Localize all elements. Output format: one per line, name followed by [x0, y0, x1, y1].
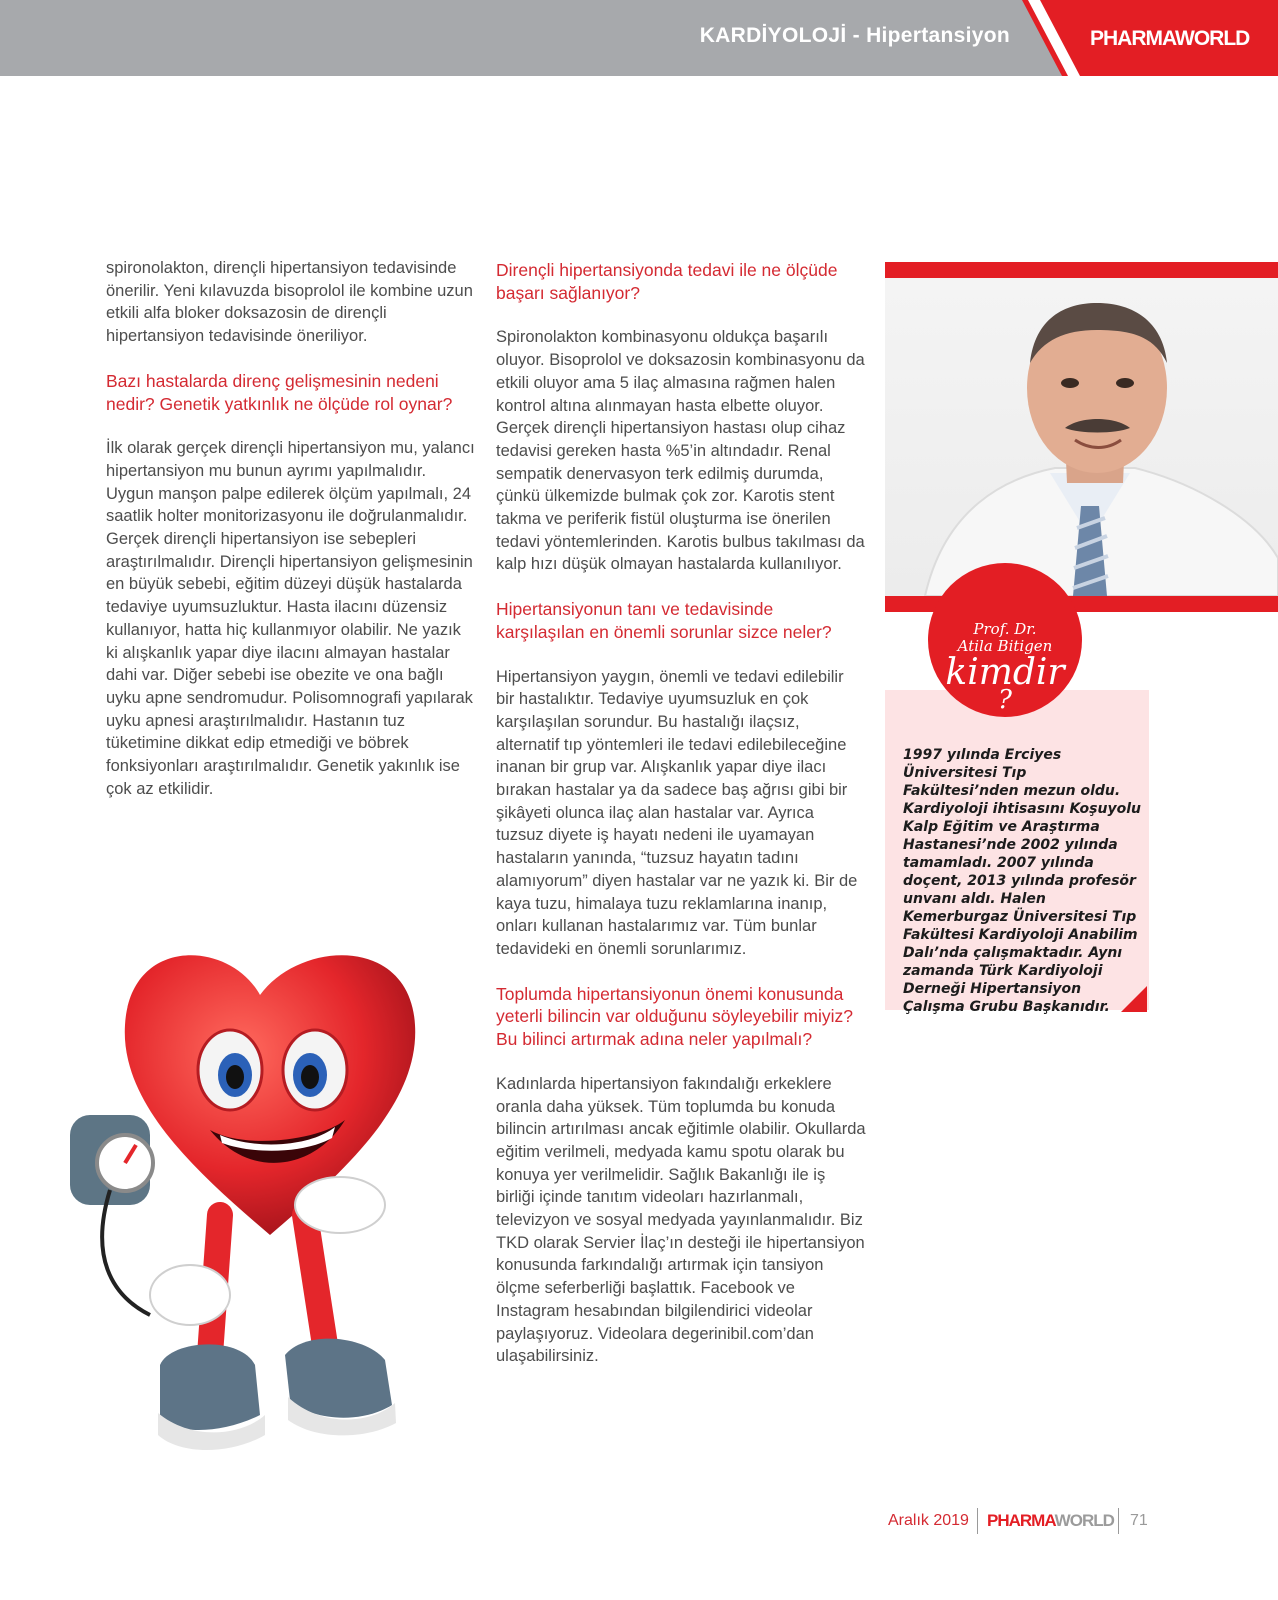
footer-divider: [977, 1508, 978, 1534]
issue-date: Aralık 2019: [888, 1512, 969, 1529]
header-logo-main: PHARMA: [1090, 27, 1176, 50]
kimdir-word: kimdir: [945, 652, 1065, 693]
footer-logo-main: PHARMA: [987, 1511, 1055, 1530]
left-column: [106, 257, 476, 822]
middle-column: [496, 259, 866, 1390]
question-heading: Dirençli hipertansiyonda tedavi ile ne ölçüde başarı sağlanıyor?: [496, 260, 838, 303]
heart-mascot-icon: [70, 935, 450, 1480]
doctor-title: Prof. Dr.: [973, 620, 1037, 638]
page-header: [0, 0, 1278, 76]
question-heading: Hipertansiyonun tanı ve tedavisinde karşılaşılan en önemli sorunlar sizce neler?: [496, 599, 832, 642]
doctor-name: Atila Bitigen: [957, 637, 1053, 655]
footer-logo: [987, 1511, 1114, 1531]
doctor-portrait: [885, 278, 1278, 596]
red-rule-top: [885, 262, 1278, 278]
bio-text: 1997 yılında Erciyes Üniversitesi Tıp Fakültesi’nden mezun oldu. Kardiyoloji ihtisasını Koşuyolu Kalp Eğitim ve Araştırma Hastanesi’nde 2002 yılında tamamladı. 2007 yılında doçent, 2013 yılında profesör unvanı aldı. Halen Kemerburgaz Üniversitesi Tıp Fakültesi Kardiyoloji Anabilim Dalı’nda çalışmaktadır. Aynı zamanda Türk Kardiyoloji Derneği Hipertansiyon Çalışma Grubu Başkanıdır.: [903, 747, 1141, 1015]
answer-paragraph: Hipertansiyon yaygın, önemli ve tedavi edilebilir bir hastalıktır. Tedaviye uyumsuzluk en çok karşılaşılan sorundur. Bu hastalığı ilaçsız, alternatif tıp yöntemleri ile tedavi edilebileceğine inanan bir grup var. Alışkanlık yapar diye ilacı bırakan hastalar ya da sadece baş ağrısı gibi bir şikâyeti olunca ilaç alan hastalar var. Ayrıca tuzsuz diyete iş hayatı nedeni ile uyamayan hastaların yanında, “tuzsuz hayatın tadını alamıyorum” diyen hastalar var ne yazık ki. Bir de kaya tuzu, himalaya tuzu reklamlarına inanıp, onları kullanan hastalarımız var. Tüm bunlar tedavideki en önemli sorunlarımız.: [496, 667, 858, 958]
page-number: 71: [1130, 1512, 1148, 1529]
page-footer: [880, 1508, 1180, 1538]
answer-paragraph: Spironolakton kombinasyonu oldukça başarılı oluyor. Bisoprolol ve doksazosin kombinasyonu da etkili oluyor ama 5 ilaç almasına rağmen halen kontrol altına alınmayan hasta elbette oluyor. Gerçek dirençli hipertansiyon hastası olup cihaz tedavisi gereken hasta %5’in altındadır. Renal sempatik denervasyon terk edilmiş durumda, çünkü ülkemizde bulmak çok zor. Karotis stent takma ve periferik fistül oluşturma ise önerilen tedavi yöntemlerinden. Karotis bulbus takılması da kalp hızı düşük olmayan hastalarda kullanılıyor.: [496, 328, 865, 574]
kimdir-question-mark: ?: [998, 685, 1012, 715]
kimdir-badge: [928, 605, 1082, 725]
doctor-portrait-illustration: [885, 278, 1278, 596]
question-heading: Toplumda hipertansiyonun önemi konusunda yeterli bilincin var olduğunu söyleyebilir miyiz? Bu bilinci artırmak adına neler yapılmalı?: [496, 983, 853, 1050]
answer-paragraph: İlk olarak gerçek dirençli hipertansiyon mu, yalancı hipertansiyon mu bunun ayrımı yapılmalıdır. Uygun manşon palpe edilerek ölçüm yapılmalı, 24 saatlik holter monitorizasyonu ile doğrulanmalıdır. Gerçek dirençli hipertansiyon ise sebepleri araştırılmalıdır. Dirençli hipertansiyon gelişmesinin en büyük sebebi, eğitim düzeyi düşük hastalarda tedaviye uyumsuzluktur. Hasta ilacını düzensiz kullanıyor, hatta hiç kullanmıyor olabilir. Ne yazık ki alışkanlık yapar diye ilacını almayan hastalar dahi var. Diğer sebebi ise obezite ve ona bağlı uyku apne sendromudur. Polisomnografi yapılarak uyku apnesi araştırılmalıdır. Hastanın tuz tüketimine dikkat edip etmediği ve böbrek fonksiyonları araştırılmalıdır. Genetik yakınlık ise çok az etkilidir.: [106, 439, 475, 798]
paragraph-intro: spironolakton, dirençli hipertansiyon tedavisinde önerilir. Yeni kılavuzda bisoprolol ile kombine uzun etkili alfa bloker doksazosin de dirençli hipertansiyon tedavisinde öneriliyor.: [106, 259, 473, 346]
question-heading: Bazı hastalarda direnç gelişmesinin nedeni nedir? Genetik yatkınlık ne ölçüde rol oynar?: [106, 370, 453, 414]
header-logo-accent: WORLD: [1175, 27, 1250, 50]
header-logo: [1090, 27, 1249, 51]
footer-logo-accent: WORLD: [1054, 1511, 1114, 1530]
section-title: KARDİYOLOJİ - Hipertansiyon: [699, 24, 1010, 47]
answer-paragraph: Kadınlarda hipertansiyon fakındalığı erkeklere oranla daha yüksek. Tüm toplumda bu konuda bilincin artırılması ancak eğitimle olabilir. Okullarda eğitim verilmeli, medyada kamu spotu olarak bu konuya yer verilmelidir. Sağlık Bakanlığı ile iş birliği içinde tanıtım videoları hazırlanmalı, televizyon ve sosyal medyada yayınlanmalıdır. Biz TKD olarak Servier İlaç’ın desteği ile hipertansiyon konusunda farkındalığı artırmak için tansiyon ölçme seferberliği başlattık. Facebook ve Instagram hesabından bilgilendirici videolar paylaşıyoruz. Videolara degerinibil.com’dan ulaşabilirsiniz.: [496, 1074, 866, 1366]
heart-mascot-illustration: [70, 935, 450, 1480]
footer-divider: [1118, 1508, 1119, 1534]
